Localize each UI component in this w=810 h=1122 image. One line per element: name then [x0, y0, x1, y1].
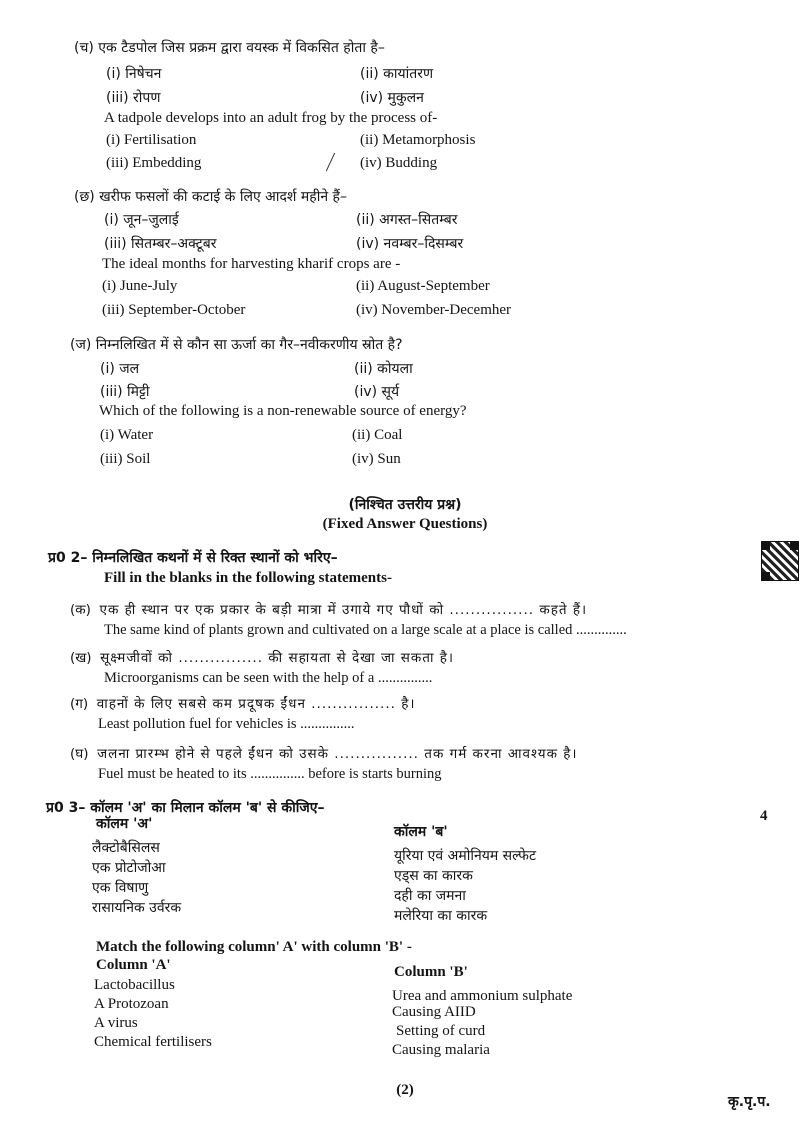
stray-mark — [326, 153, 335, 172]
list-item: रासायनिक उर्वरक — [92, 900, 182, 916]
q2-item-gha-hindi — [70, 744, 578, 762]
mcq-cha-hindi-question — [74, 38, 385, 57]
option: (i) Water — [100, 427, 154, 443]
list-item: A Protozoan — [94, 996, 169, 1012]
q3-header — [46, 798, 325, 817]
option: (i) June-July — [102, 278, 178, 294]
marks-badge: 4 — [760, 808, 768, 824]
question-number: प्र0 2– — [48, 550, 88, 566]
option: (iii) मिट्टी — [100, 384, 150, 400]
english-column-b-title: Column 'B' — [394, 964, 468, 980]
option: (ii) अगस्त–सितम्बर — [356, 212, 458, 228]
option: (iii) सितम्बर–अक्टूबर — [104, 236, 217, 252]
list-item: मलेरिया का कारक — [394, 908, 488, 924]
option: (ii) August-September — [356, 278, 490, 294]
option: (ii) Coal — [352, 427, 403, 443]
q2-english: Fill in the blanks in the following statements- — [104, 570, 392, 586]
list-item: एक प्रोटोजोआ — [92, 860, 166, 876]
item-text: सूक्ष्मजीवों को ................ की सहायता से देखा जा सकता है। — [100, 650, 455, 666]
q2-item-ga-hindi — [70, 694, 416, 712]
item-text: एक ही स्थान पर एक प्रकार के बड़ी मात्रा में उगाये गए पौधों को ................ कहते हैं। — [99, 602, 588, 618]
hindi-column-a-title: कॉलम 'अ' — [96, 816, 153, 832]
option: (iv) मुकुलन — [360, 90, 424, 106]
list-item: लैक्टोबैसिलस — [92, 840, 160, 856]
mcq-marker: (छ) — [74, 189, 95, 205]
mcq-english-question: A tadpole develops into an adult frog by the process of- — [104, 110, 438, 126]
option: (i) निषेचन — [106, 66, 162, 82]
list-item: एक विषाणु — [92, 880, 149, 896]
option: (iv) सूर्य — [354, 384, 400, 400]
english-column-a-title: Column 'A' — [96, 957, 171, 973]
item-marker: (क) — [70, 602, 91, 618]
list-item: Lactobacillus — [94, 977, 175, 993]
list-item: Setting of curd — [396, 1023, 486, 1039]
q2-item-ka-hindi — [70, 600, 587, 618]
hindi-column-b-title: कॉलम 'ब' — [394, 824, 448, 840]
qr-code-icon — [761, 541, 799, 581]
list-item: Causing malaria — [392, 1042, 490, 1058]
question-text: निम्नलिखित कथनों में से रिक्त स्थानों को भरिए– — [92, 550, 338, 566]
section-title-hindi: (निश्चित उत्तरीय प्रश्न) — [348, 497, 462, 513]
list-item: यूरिया एवं अमोनियम सल्फेट — [394, 848, 536, 864]
mcq-marker: (ज) — [70, 337, 92, 353]
option: (ii) कोयला — [354, 361, 413, 377]
mcq-marker: (च) — [74, 40, 94, 56]
option: (iii) September-October — [102, 302, 246, 318]
question-number: प्र0 3– — [46, 800, 86, 816]
list-item: A virus — [94, 1015, 138, 1031]
option: (ii) कायांतरण — [360, 66, 434, 82]
mcq-question-text: एक टैडपोल जिस प्रक्रम द्वारा वयस्क में विकसित होता है– — [98, 40, 385, 56]
q2-item-kha-hindi — [70, 648, 454, 666]
option: (iv) नवम्बर–दिसम्बर — [356, 236, 464, 252]
list-item: Urea and ammonium sulphate — [392, 988, 573, 1004]
list-item: Causing AIID — [392, 1004, 476, 1020]
option: (iv) November-Decemher — [356, 302, 512, 318]
item-text: वाहनों के लिए सबसे कम प्रदूषक ईंधन ................ है। — [96, 696, 416, 712]
item-text: जलना प्रारम्भ होने से पहले ईंधन को उसके ................ तक गर्म करना आवश्यक है। — [97, 746, 578, 762]
mcq-question-text: निम्नलिखित में से कौन सा ऊर्जा का गैर–नवीकरणीय स्रोत है? — [95, 337, 403, 353]
q3-english: Match the following column' A' with column 'B' - — [96, 939, 412, 955]
mcq-english-question: The ideal months for harvesting kharif crops are - — [102, 256, 401, 272]
question-text: कॉलम 'अ' का मिलान कॉलम 'ब' से कीजिए– — [90, 800, 325, 816]
option: (iii) रोपण — [106, 90, 161, 106]
item-marker: (ख) — [70, 650, 92, 666]
list-item: दही का जमना — [394, 888, 466, 904]
mcq-chha-hindi-question — [74, 187, 347, 206]
option: (i) जून–जुलाई — [104, 212, 179, 228]
option: (iii) Embedding — [106, 155, 202, 171]
q2-item-kha-english: Microorganisms can be seen with the help of a ............... — [104, 670, 433, 686]
option: (i) Fertilisation — [106, 132, 197, 148]
page-number: (2) — [396, 1082, 414, 1098]
q2-header — [48, 548, 338, 567]
q2-item-ka-english: The same kind of plants grown and cultivated on a large scale at a place is called .............. — [104, 622, 627, 638]
mcq-question-text: खरीफ फसलों की कटाई के लिए आदर्श महीने हैं– — [99, 189, 347, 205]
mcq-english-question: Which of the following is a non-renewable source of energy? — [99, 403, 467, 419]
option: (iii) Soil — [100, 451, 151, 467]
q2-item-gha-english: Fuel must be heated to its ............... before is starts burning — [98, 766, 442, 782]
list-item: एड्स का कारक — [394, 868, 473, 884]
item-marker: (घ) — [70, 746, 89, 762]
mcq-ja-hindi-question — [70, 335, 403, 354]
section-title-english: (Fixed Answer Questions) — [322, 516, 488, 532]
q2-item-ga-english: Least pollution fuel for vehicles is ............... — [98, 716, 355, 732]
option: (iv) Sun — [352, 451, 401, 467]
list-item: Chemical fertilisers — [94, 1034, 212, 1050]
option: (iv) Budding — [360, 155, 438, 171]
item-marker: (ग) — [70, 696, 89, 712]
option: (ii) Metamorphosis — [360, 132, 476, 148]
option: (i) जल — [100, 361, 140, 377]
continued-label: कृ.पृ.प. — [728, 1094, 771, 1110]
